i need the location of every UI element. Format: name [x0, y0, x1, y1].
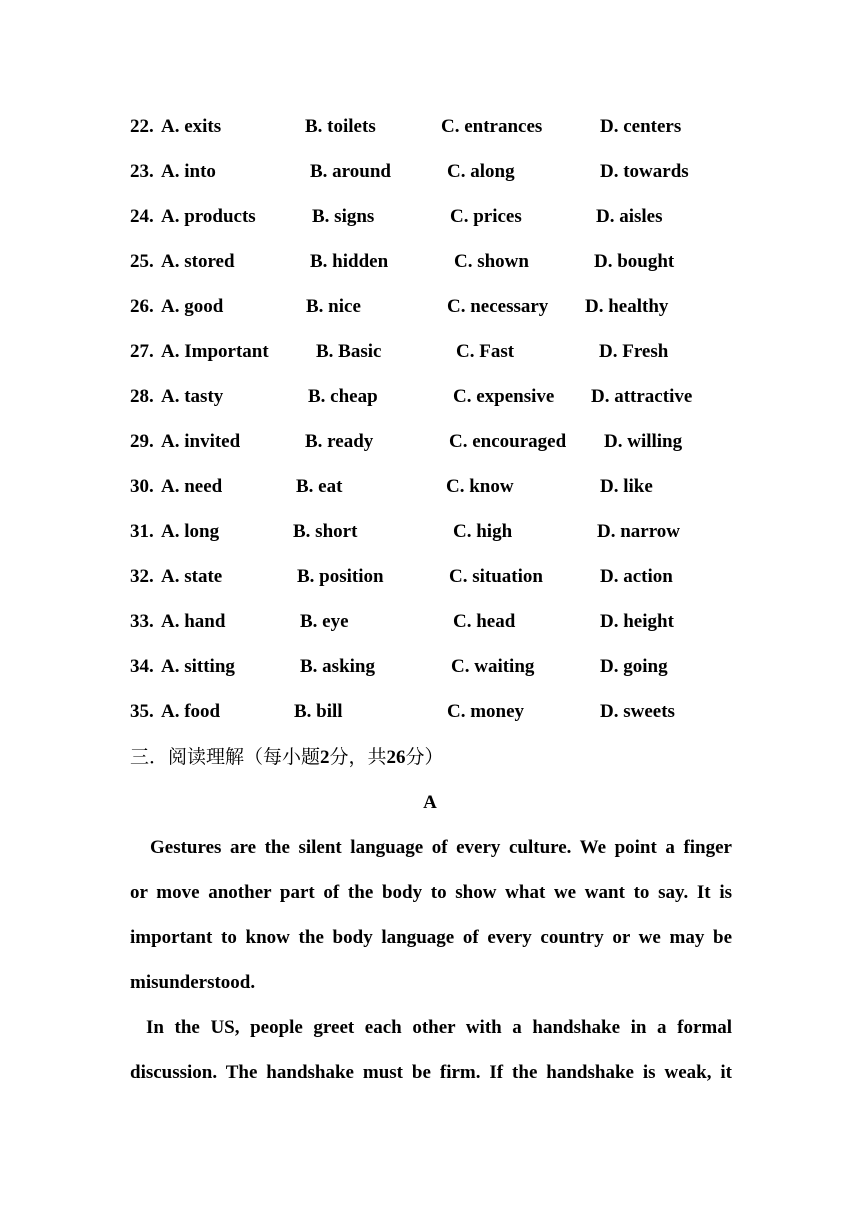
- option-b: B. eye: [300, 611, 349, 632]
- option-d: D. height: [600, 611, 674, 632]
- option-c: C. high: [453, 521, 513, 542]
- option-a: A. Important: [161, 341, 269, 362]
- question-row: [130, 382, 750, 412]
- option-b: B. ready: [305, 431, 374, 452]
- question-number: 23.: [130, 161, 154, 182]
- question-row: [130, 607, 750, 637]
- option-d: D. action: [600, 566, 673, 587]
- option-a: A. products: [161, 206, 256, 227]
- option-b: B. short: [293, 521, 358, 542]
- option-c: C. waiting: [451, 656, 535, 677]
- question-row: [130, 157, 750, 187]
- question-row: [130, 112, 750, 142]
- option-b: B. toilets: [305, 116, 376, 137]
- option-c: C. Fast: [456, 341, 515, 362]
- passage-line: important to know the body language of every country or we may be: [130, 927, 732, 948]
- option-c: C. money: [447, 701, 525, 722]
- option-c: C. shown: [454, 251, 529, 272]
- question-number: 25.: [130, 251, 154, 272]
- question-number: 29.: [130, 431, 154, 452]
- question-number: 35.: [130, 701, 154, 722]
- option-b: B. signs: [312, 206, 375, 227]
- option-d: D. Fresh: [599, 341, 669, 362]
- option-b: B. Basic: [316, 341, 382, 362]
- option-a: A. good: [161, 296, 224, 317]
- option-c: C. head: [453, 611, 516, 632]
- option-c: C. entrances: [441, 116, 543, 137]
- question-row: [130, 337, 750, 367]
- option-d: D. aisles: [596, 206, 663, 227]
- option-d: D. towards: [600, 161, 689, 182]
- question-row: [130, 652, 750, 682]
- question-row: [130, 517, 750, 547]
- question-row: [130, 472, 750, 502]
- question-number: 31.: [130, 521, 154, 542]
- question-number: 24.: [130, 206, 154, 227]
- option-b: B. asking: [300, 656, 375, 677]
- option-d: D. healthy: [585, 296, 669, 317]
- question-number: 28.: [130, 386, 154, 407]
- option-b: B. cheap: [308, 386, 378, 407]
- option-b: B. hidden: [310, 251, 389, 272]
- option-b: B. position: [297, 566, 384, 587]
- passage-title: A: [423, 792, 437, 813]
- option-c: C. necessary: [447, 296, 549, 317]
- question-number: 22.: [130, 116, 154, 137]
- question-row: [130, 247, 750, 277]
- option-a: A. sitting: [161, 656, 235, 677]
- question-row: [130, 202, 750, 232]
- option-d: D. like: [600, 476, 653, 497]
- question-number: 32.: [130, 566, 154, 587]
- option-d: D. narrow: [597, 521, 681, 542]
- option-b: B. bill: [294, 701, 343, 722]
- option-b: B. around: [310, 161, 391, 182]
- question-row: [130, 427, 750, 457]
- option-c: C. along: [447, 161, 515, 182]
- section-points: 2: [320, 747, 330, 768]
- option-c: C. expensive: [453, 386, 555, 407]
- option-a: A. need: [161, 476, 223, 497]
- passage-line: In the US, people greet each other with a handshake in a formal: [146, 1017, 732, 1038]
- option-d: D. centers: [600, 116, 682, 137]
- section-heading-mid: 分，共: [329, 747, 387, 768]
- section-heading: [130, 743, 444, 773]
- option-b: B. eat: [296, 476, 343, 497]
- option-a: A. hand: [161, 611, 226, 632]
- section-heading-suffix: 分）: [405, 747, 444, 768]
- option-c: C. prices: [450, 206, 522, 227]
- passage-line: or move another part of the body to show what we want to say. It is: [130, 882, 732, 903]
- option-a: A. state: [161, 566, 223, 587]
- option-d: D. going: [600, 656, 668, 677]
- question-number: 27.: [130, 341, 154, 362]
- option-a: A. invited: [161, 431, 241, 452]
- passage-line: misunderstood.: [130, 972, 256, 993]
- option-a: A. food: [161, 701, 221, 722]
- option-a: A. into: [161, 161, 216, 182]
- question-row: [130, 697, 750, 727]
- question-row: [130, 292, 750, 322]
- option-d: D. willing: [604, 431, 683, 452]
- option-c: C. know: [446, 476, 514, 497]
- option-a: A. exits: [161, 116, 222, 137]
- option-a: A. tasty: [161, 386, 224, 407]
- question-row: [130, 562, 750, 592]
- option-d: D. sweets: [600, 701, 675, 722]
- section-heading-prefix: 三．阅读理解（每小题: [130, 747, 321, 768]
- option-d: D. attractive: [591, 386, 693, 407]
- option-b: B. nice: [306, 296, 361, 317]
- option-a: A. long: [161, 521, 220, 542]
- question-number: 34.: [130, 656, 154, 677]
- passage-line: Gestures are the silent language of every culture. We point a finger: [150, 837, 732, 858]
- section-total: 26: [386, 747, 406, 768]
- option-c: C. situation: [449, 566, 543, 587]
- question-number: 33.: [130, 611, 154, 632]
- option-d: D. bought: [594, 251, 675, 272]
- question-number: 26.: [130, 296, 154, 317]
- option-a: A. stored: [161, 251, 235, 272]
- option-c: C. encouraged: [449, 431, 567, 452]
- question-number: 30.: [130, 476, 154, 497]
- passage-line: discussion. The handshake must be firm. If the handshake is weak, it: [130, 1062, 732, 1083]
